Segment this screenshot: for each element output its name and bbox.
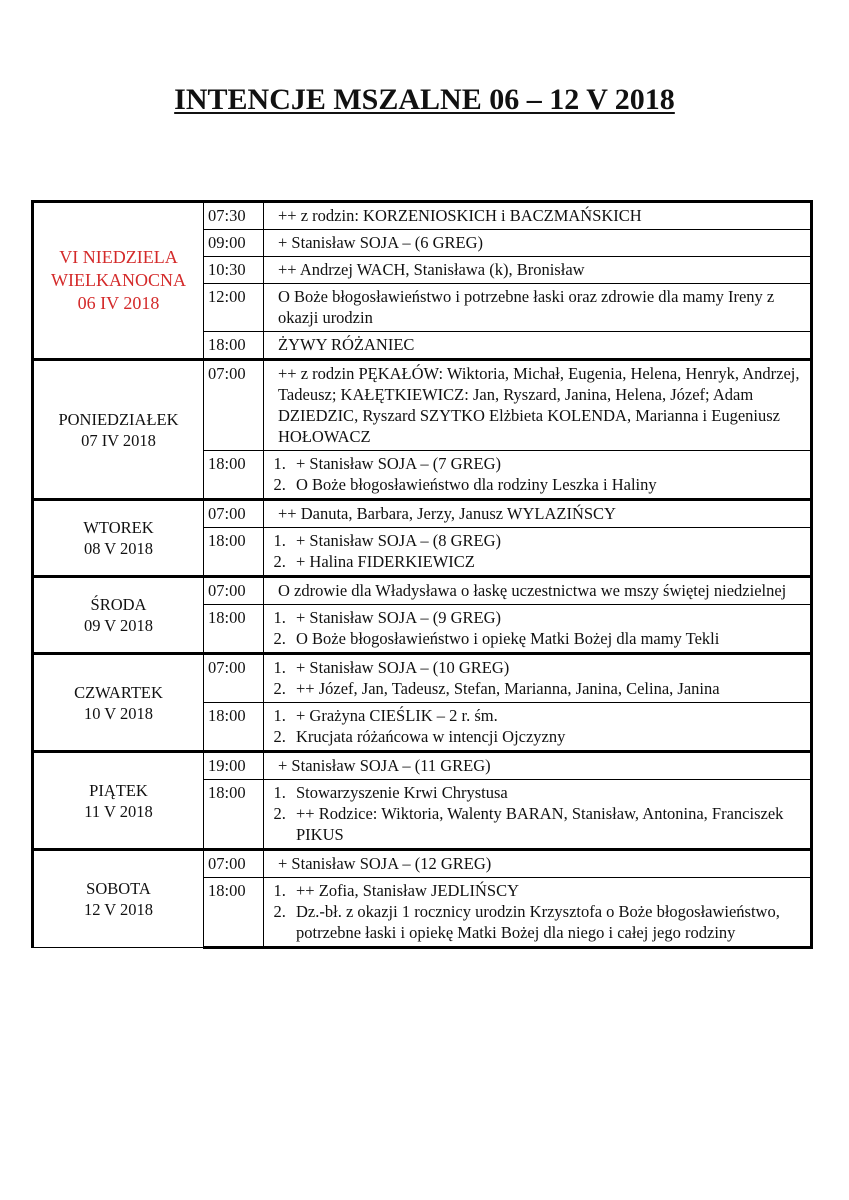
intention-text: ++ Danuta, Barbara, Jerzy, Janusz WYLAZIŃSCY: [278, 504, 616, 523]
day-date: 12 V 2018: [83, 900, 154, 919]
day-cell: [33, 752, 204, 850]
table-row: [33, 850, 812, 878]
page-title: INTENCJE MSZALNE 06 – 12 V 2018: [174, 83, 675, 116]
intention-text: + Stanisław SOJA – (12 GREG): [278, 854, 492, 873]
intention-cell: [264, 850, 812, 878]
day-date: 09 V 2018: [83, 616, 154, 635]
intention-cell: [264, 605, 812, 654]
intention-list: [270, 453, 804, 495]
intention-item: 1. + Stanisław SOJA – (7 GREG): [290, 453, 804, 474]
intention-text: O zdrowie dla Władysława o łaskę uczestnictwa we mszy świętej niedzielnej: [278, 581, 787, 600]
mass-time: 10:30: [204, 257, 264, 284]
intention-cell: [264, 752, 812, 780]
intentions-table: [31, 200, 813, 949]
intention-cell: [264, 284, 812, 332]
intention-item: 1. + Stanisław SOJA – (8 GREG): [290, 530, 804, 551]
intention-item: 2. O Boże błogosławieństwo dla rodziny Leszka i Haliny: [290, 474, 804, 495]
table-row: [33, 577, 812, 605]
intention-cell: [264, 528, 812, 577]
day-name: SOBOTA: [86, 879, 151, 898]
intention-item: 1. Stowarzyszenie Krwi Chrystusa: [290, 782, 804, 803]
intention-cell: [264, 780, 812, 850]
intention-item: 1. ++ Zofia, Stanisław JEDLIŃSCY: [290, 880, 804, 901]
intention-cell: [264, 577, 812, 605]
day-cell: [33, 577, 204, 654]
intention-cell: [264, 257, 812, 284]
day-date: 08 V 2018: [83, 539, 154, 558]
intention-text: O Boże błogosławieństwo i potrzebne łaski oraz zdrowie dla mamy Ireny z okazji urodzin: [278, 287, 775, 327]
mass-time: 18:00: [204, 332, 264, 360]
intention-text: + Stanisław SOJA – (11 GREG): [278, 756, 491, 775]
intention-cell: [264, 654, 812, 703]
intention-list: [270, 607, 804, 649]
mass-time: 18:00: [204, 605, 264, 654]
mass-time: 18:00: [204, 780, 264, 850]
intentions-table-body: [33, 202, 812, 948]
mass-time: 12:00: [204, 284, 264, 332]
day-cell: [33, 202, 204, 360]
intention-item: 1. + Stanisław SOJA – (9 GREG): [290, 607, 804, 628]
table-row: [33, 654, 812, 703]
intention-item: 2. Krucjata różańcowa w intencji Ojczyzny: [290, 726, 804, 747]
intention-cell: [264, 332, 812, 360]
intention-text: ŻYWY RÓŻANIEC: [278, 335, 415, 354]
mass-time: 07:00: [204, 850, 264, 878]
intention-list: [270, 657, 804, 699]
day-name: PIĄTEK: [89, 780, 148, 800]
mass-time: 07:00: [204, 500, 264, 528]
day-cell: [33, 654, 204, 752]
day-date: 07 IV 2018: [81, 430, 156, 450]
intention-text: ++ Andrzej WACH, Stanisława (k), Bronisław: [278, 260, 585, 279]
day-date: 10 V 2018: [83, 703, 154, 723]
table-row: [33, 360, 812, 451]
intention-cell: [264, 451, 812, 500]
intention-item: 1. + Stanisław SOJA – (10 GREG): [290, 657, 804, 678]
mass-time: 09:00: [204, 230, 264, 257]
intention-item: 2. + Halina FIDERKIEWICZ: [290, 551, 804, 572]
mass-time: 07:00: [204, 360, 264, 451]
mass-time: 18:00: [204, 703, 264, 752]
table-row: [33, 500, 812, 528]
intention-list: [270, 530, 804, 572]
day-date: 11 V 2018: [84, 801, 153, 821]
mass-time: 19:00: [204, 752, 264, 780]
mass-time: 07:30: [204, 202, 264, 230]
intention-cell: [264, 360, 812, 451]
mass-time: 18:00: [204, 451, 264, 500]
intention-cell: [264, 703, 812, 752]
mass-time: 07:00: [204, 654, 264, 703]
intention-cell: [264, 500, 812, 528]
table-row: [33, 202, 812, 230]
day-name: VI NIEDZIELA WIELKANOCNA: [51, 247, 186, 290]
day-name: WTOREK: [83, 518, 154, 537]
intention-list: [270, 782, 804, 845]
day-cell: [33, 500, 204, 577]
day-date: 06 IV 2018: [77, 293, 160, 313]
intention-item: 2. ++ Józef, Jan, Tadeusz, Stefan, Marianna, Janina, Celina, Janina: [290, 678, 804, 699]
intention-cell: [264, 202, 812, 230]
day-name: CZWARTEK: [74, 682, 163, 702]
intention-item: 2. ++ Rodzice: Wiktoria, Walenty BARAN, Stanisław, Antonina, Franciszek PIKUS: [290, 803, 804, 845]
intention-list: [270, 705, 804, 747]
day-name: PONIEDZIAŁEK: [58, 409, 179, 429]
day-cell: [33, 360, 204, 500]
day-name: ŚRODA: [90, 595, 147, 614]
intention-cell: [264, 878, 812, 948]
mass-time: 07:00: [204, 577, 264, 605]
mass-time: 18:00: [204, 528, 264, 577]
intention-item: 1. + Grażyna CIEŚLIK – 2 r. śm.: [290, 705, 804, 726]
mass-time: 18:00: [204, 878, 264, 948]
intention-list: [270, 880, 804, 943]
intention-text: ++ z rodzin: KORZENIOSKICH i BACZMAŃSKICH: [278, 206, 642, 225]
intention-text: ++ z rodzin PĘKAŁÓW: Wiktoria, Michał, Eugenia, Helena, Henryk, Andrzej, Tadeusz; KAŁĘTKIEWICZ: Jan, Ryszard, Janina, Helena, Józef; Adam DZIEDZIC, Ryszard SZYTKO Elżbieta KOLENDA, Marianna i Eugeniusz HOŁOWACZ: [278, 364, 800, 446]
intention-cell: [264, 230, 812, 257]
table-row: [33, 752, 812, 780]
day-cell: [33, 850, 204, 948]
intention-text: + Stanisław SOJA – (6 GREG): [278, 233, 484, 252]
intention-item: 2. Dz.-bł. z okazji 1 rocznicy urodzin Krzysztofa o Boże błogosławieństwo, potrzebne łaski i opiekę Matki Bożej dla niego i całej jego rodziny: [290, 901, 804, 943]
intention-item: 2. O Boże błogosławieństwo i opiekę Matki Bożej dla mamy Tekli: [290, 628, 804, 649]
